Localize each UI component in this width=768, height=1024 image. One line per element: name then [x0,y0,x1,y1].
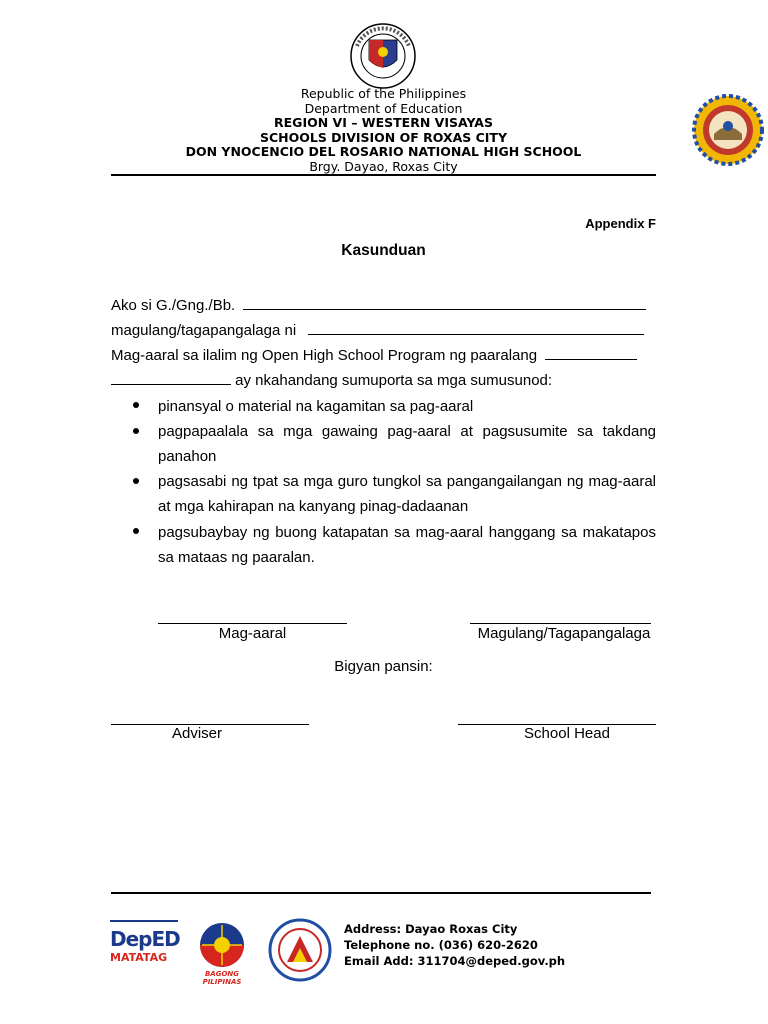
school-head-label: School Head [524,725,610,742]
list-item: pinansyal o material na kagamitan sa pag-aaral [158,398,474,415]
name-label: Ako si G./Gng./Bb. [111,297,236,314]
student-name-blank[interactable] [308,320,644,335]
parent-name-blank[interactable] [243,295,646,310]
letterhead-line-3: REGION VI – WESTERN VISAYAS [274,115,493,130]
body-line-1 [111,293,656,318]
student-signature-line[interactable] [158,623,347,624]
appendix-label: Appendix F [585,216,656,231]
school-name-blank[interactable] [545,345,637,360]
program-text: Mag-aaral sa ilalim ng Open High School Program ng paaralang [111,347,538,364]
bagong-pilipinas-logo [192,920,252,970]
bullet-icon [133,528,139,534]
body-line-4 [111,368,656,393]
letterhead-line-5: DON YNOCENCIO DEL ROSARIO NATIONAL HIGH SCHOOL [185,144,582,159]
letterhead-line-4: SCHOOLS DIVISION OF ROXAS CITY [259,129,508,145]
guardian-signature-label: Magulang/Tagapangalaga [477,625,651,642]
adviser-label: Adviser [171,725,223,742]
list-item: pagsubaybay ng buong katapatan sa mag-aaral hanggang sa makatapos sa mataas ng paaralan. [158,524,656,567]
school-badge-logo [692,94,764,166]
bullet-icon [133,428,139,434]
bullet-icon [133,478,139,484]
support-text: ay nkahandang sumuporta sa mga sumusunod: [235,372,553,389]
body-line-2 [111,318,656,343]
guardian-label: magulang/tagapangalaga ni [111,322,297,339]
deped-matatag-logo [110,920,178,978]
letterhead [111,87,656,174]
footer-address: Address: Dayao Roxas City [344,922,518,936]
body-line-3 [111,343,656,368]
footer-divider [111,892,651,894]
guardian-signature-line[interactable] [470,623,651,624]
student-signature-label: Mag-aaral [218,625,287,642]
letterhead-line-1: Republic of the Philippines [300,86,467,101]
letterhead-line-2: Department of Education [304,100,463,116]
letterhead-line-6: Brgy. Dayao, Roxas City [309,158,458,174]
header-divider [111,174,656,176]
footer-email: Email Add: 311704@deped.gov.ph [344,954,566,968]
list-item: pagpapaalala sa mga gawaing pag-aaral at pagsusumite sa takdang panahon [158,423,656,466]
school-seal-logo [265,918,335,982]
bullet-icon [133,402,139,408]
noted-label: Bigyan pansin: [334,658,433,675]
matatag-text: MATATAG [110,951,168,964]
footer-telephone: Telephone no. (036) 620-2620 [344,938,538,952]
school-name-blank-2[interactable] [111,370,231,385]
list-item: pagsasabi ng tpat sa mga guro tungkol sa pangangailangan ng mag-aaral at mga kahirapan na kanyang pinag-dadaanan [158,473,656,516]
bagong-pilipinas-text: BAGONG PILIPINAS [202,970,242,986]
document-title: Kasunduan [341,242,426,259]
deped-logo-text: DepED [110,927,180,951]
deped-seal-logo [345,22,421,90]
